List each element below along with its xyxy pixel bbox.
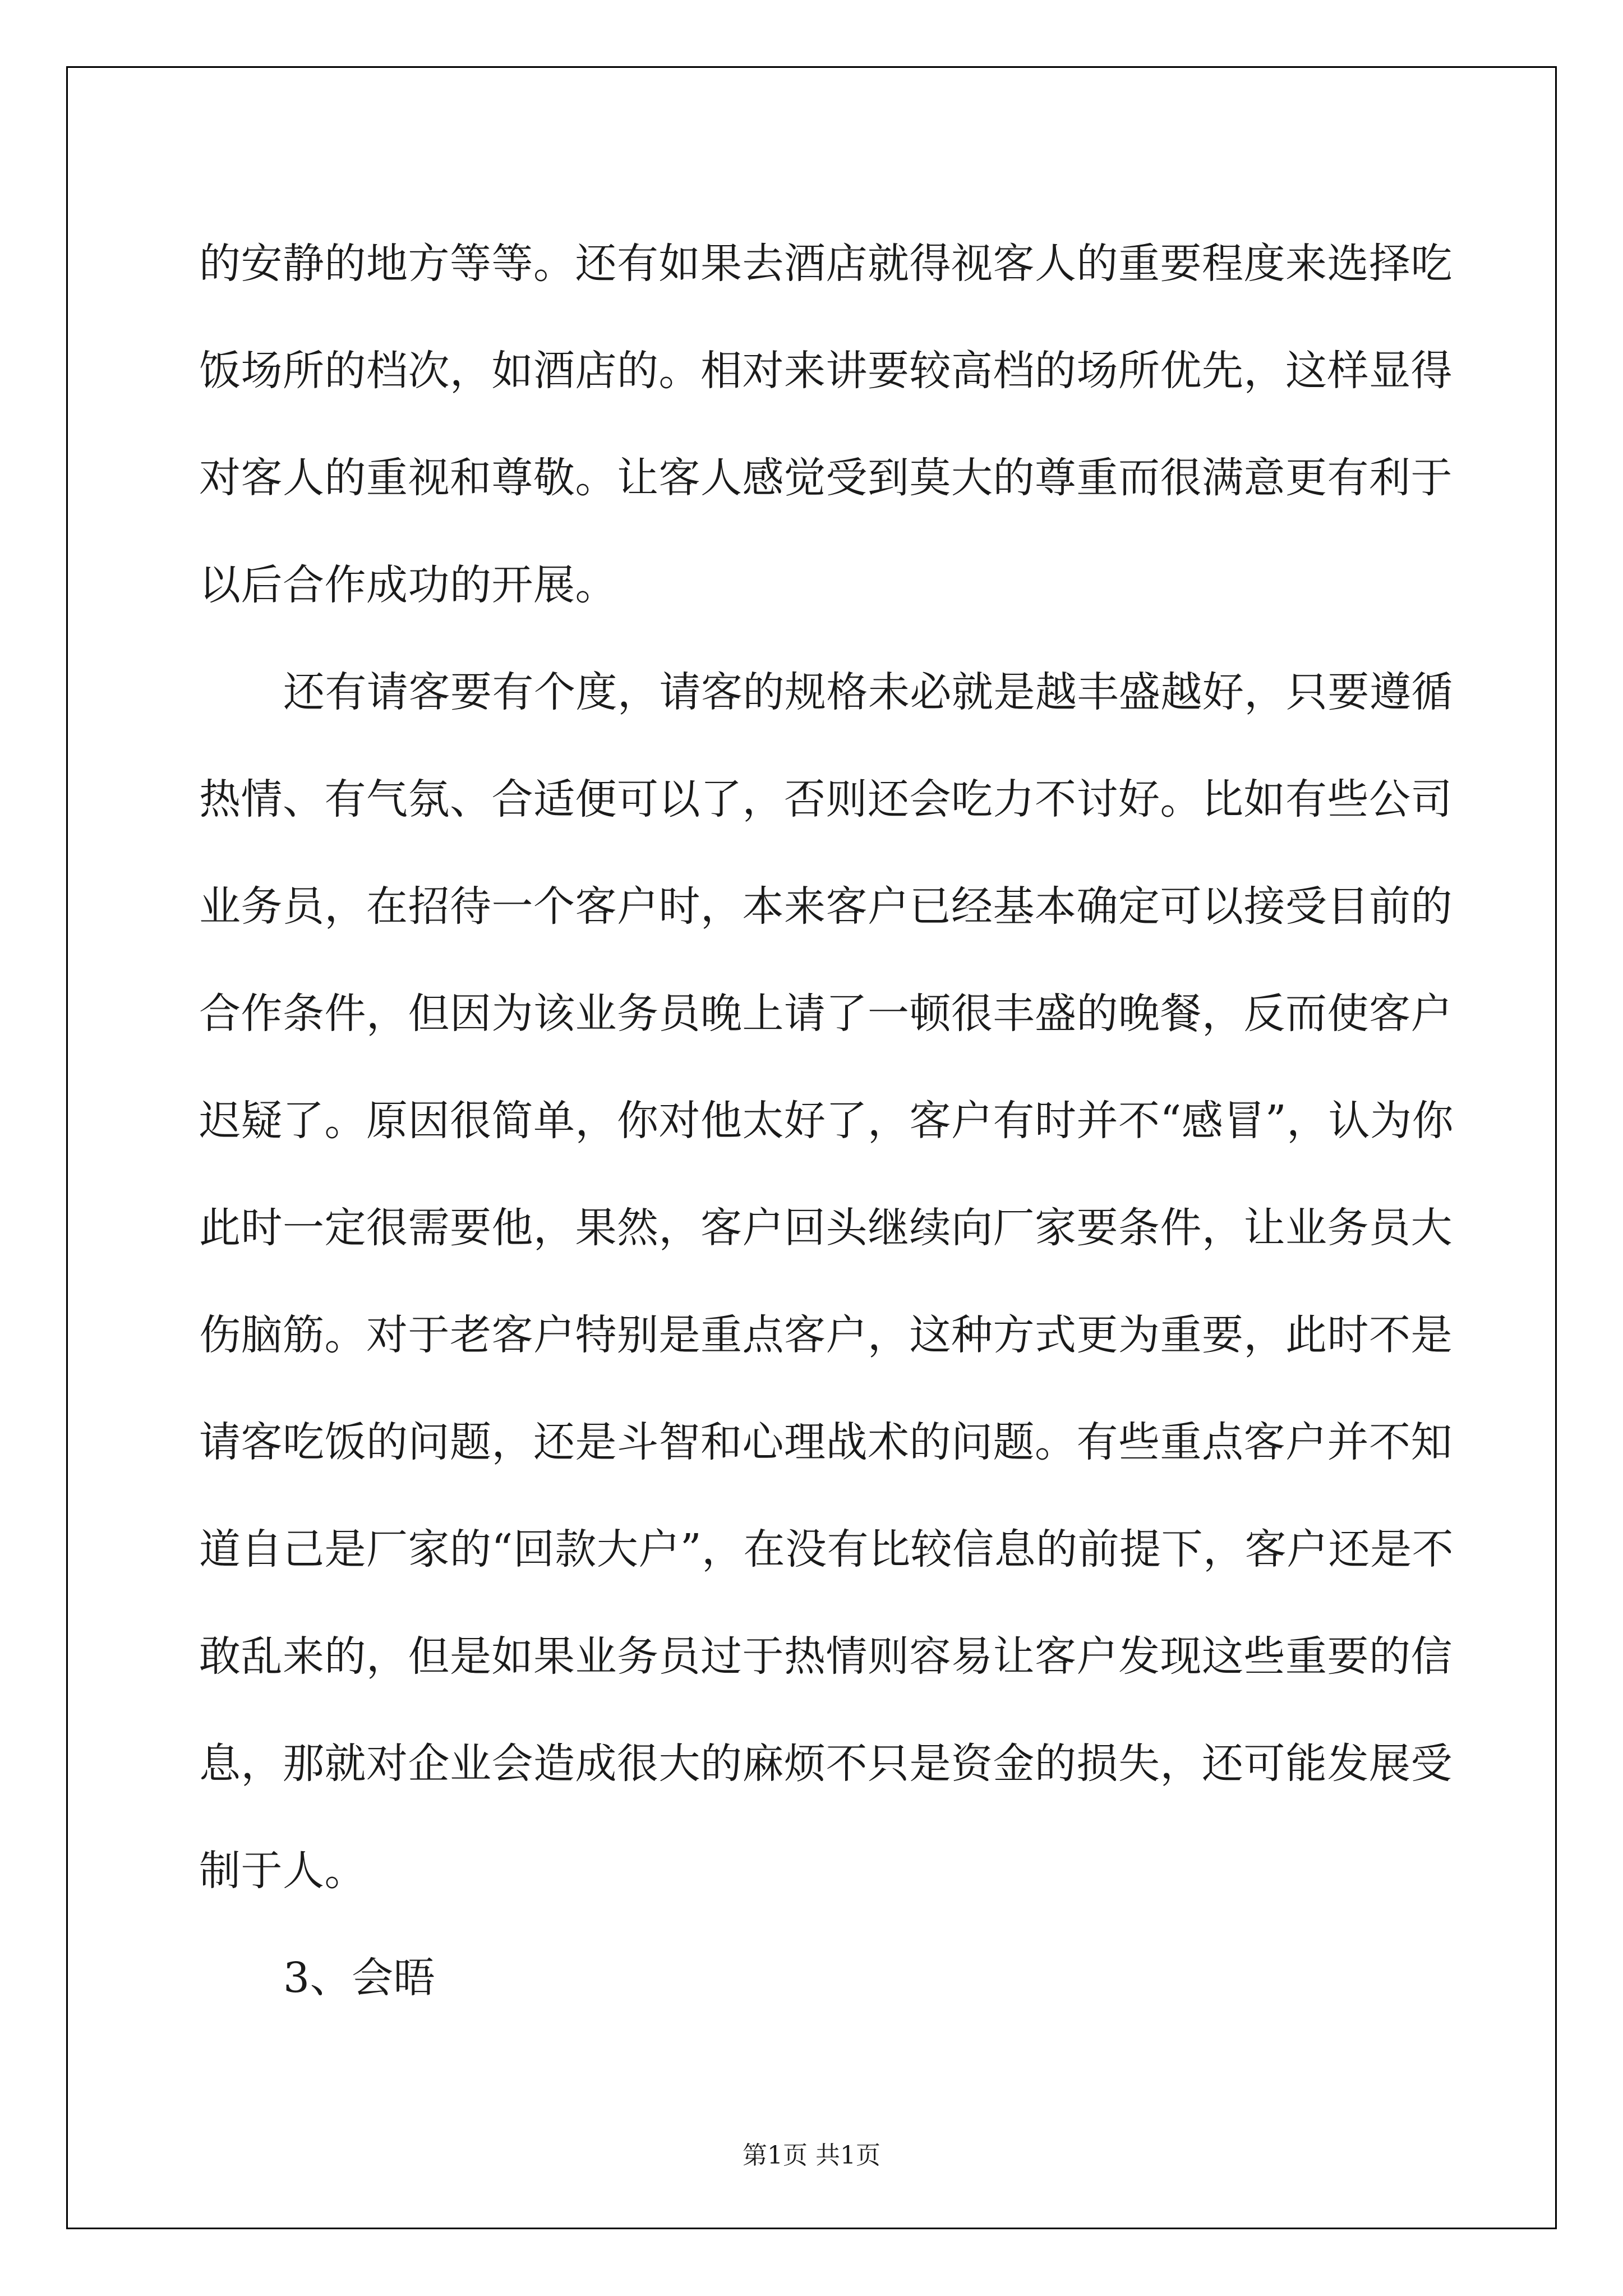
text-line: 迟疑了。原因很简单，你对他太好了，客户有时并不“感冒”，认为你 <box>199 1097 1454 1145</box>
text-line: 合作条件，但因为该业务员晚上请了一顿很丰盛的晚餐，反而使客户 <box>199 990 1453 1038</box>
text-line: 此时一定很需要他，果然，客户回头继续向厂家要条件，让业务员大 <box>199 1204 1453 1252</box>
text-line: 业务员，在招待一个客户时，本来客户已经基本确定可以接受目前的 <box>199 882 1453 931</box>
text-line: 制于人。 <box>199 1847 366 1895</box>
text-line: 息，那就对企业会造成很大的麻烦不只是资金的损失，还可能发展受 <box>199 1740 1453 1788</box>
text-line: 饭场所的档次，如酒店的。相对来讲要较高档的场所优先，这样显得 <box>199 347 1453 395</box>
text-line: 3、会晤 <box>283 1954 436 2002</box>
page-footer: 第1页 共1页 <box>743 2141 880 2170</box>
paragraph-1 <box>199 210 1453 639</box>
text-line: 对客人的重视和尊敬。让客人感觉受到莫大的尊重而很满意更有利于 <box>199 454 1453 502</box>
section-heading-3 <box>199 1925 1433 2032</box>
document-body <box>199 210 1454 2032</box>
text-line: 敢乱来的，但是如果业务员过于热情则容易让客户发现这些重要的信 <box>199 1632 1453 1681</box>
text-line: 的安静的地方等等。还有如果去酒店就得视客人的重要程度来选择吃 <box>199 240 1453 288</box>
paragraph-2 <box>199 639 1454 1925</box>
text-line: 还有请客要有个度，请客的规格未必就是越丰盛越好，只要遵循 <box>283 668 1453 716</box>
text-line: 以后合作成功的开展。 <box>199 561 617 609</box>
text-line: 伤脑筋。对于老客户特别是重点客户，这种方式更为重要，此时不是 <box>199 1311 1453 1359</box>
text-line: 热情、有气氛、合适便可以了，否则还会吃力不讨好。比如有些公司 <box>199 775 1453 823</box>
text-line: 道自己是厂家的“回款大户”，在没有比较信息的前提下，客户还是不 <box>199 1525 1454 1573</box>
text-line: 请客吃饭的问题，还是斗智和心理战术的问题。有些重点客户并不知 <box>199 1418 1453 1466</box>
